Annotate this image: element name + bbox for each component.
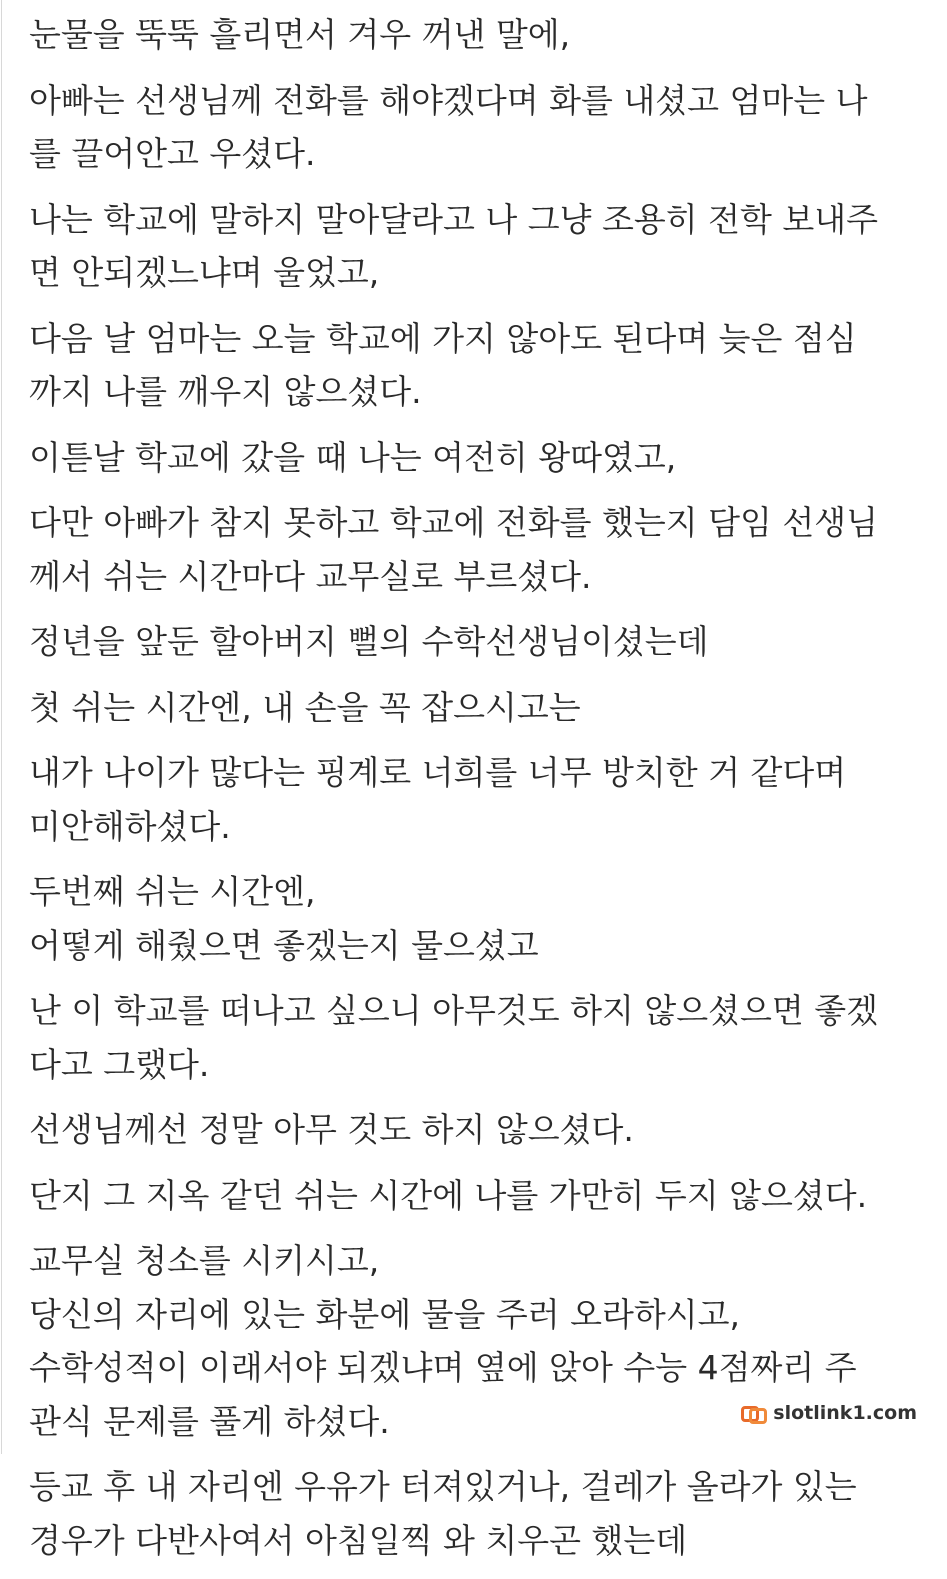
text-line: 교무실 청소를 시키시고, [29, 1241, 380, 1280]
paragraph [29, 1460, 929, 1567]
text-line: 선생님께선 정말 아무 것도 하지 않으셨다. [29, 1110, 634, 1149]
paragraph [29, 865, 929, 972]
paragraph [29, 1169, 929, 1223]
text-line: 이튿날 학교에 갔을 때 나는 여전히 왕따였고, [29, 437, 677, 477]
text-line: 정년을 앞둔 할아버지 뻘의 수학선생님이셨는데 [29, 622, 709, 661]
text-line: 다만 아빠가 참지 못하고 학교에 전화를 했는지 담임 선생님 [29, 503, 878, 542]
text-line: 다고 그랬다. [29, 1044, 210, 1084]
watermark [735, 1400, 923, 1426]
paragraph [29, 1103, 929, 1157]
paragraph [29, 984, 929, 1091]
text-line: 어떻게 해줬으면 좋겠는지 물으셨고 [29, 925, 539, 965]
text-line: 면 안되겠느냐며 울었고, [29, 253, 380, 292]
paragraph [29, 746, 929, 853]
text-line: 내가 나이가 많다는 핑계로 너희를 너무 방치한 거 같다며 [29, 753, 847, 792]
text-line: 두번째 쉬는 시간엔, [29, 872, 316, 911]
text-line: 아빠는 선생님께 전화를 해야겠다며 화를 내셨고 엄마는 나 [29, 80, 868, 120]
text-line: 나는 학교에 말하지 말아달라고 나 그냥 조용히 전학 보내주 [29, 199, 878, 239]
text-line: 미안해하셨다. [29, 806, 231, 846]
paragraph [29, 615, 929, 669]
text-line: 관식 문제를 풀게 하셨다. [29, 1401, 390, 1441]
text-line: 당신의 자리에 있는 화분에 물을 주러 오라하시고, [29, 1294, 740, 1334]
paragraph [29, 681, 929, 735]
left-edge-divider [1, 0, 2, 1454]
paragraph [29, 496, 929, 603]
text-line: 께서 쉬는 시간마다 교무실로 부르셨다. [29, 556, 592, 596]
slotlink-logo-icon [741, 1404, 765, 1422]
text-line: 수학성적이 이래서야 되겠냐며 옆에 앉아 수능 4점짜리 주 [29, 1348, 857, 1387]
text-line: 까지 나를 깨우지 않으셨다. [29, 372, 422, 411]
paragraph [29, 8, 929, 62]
text-line: 경우가 다반사여서 아침일찍 와 치우곤 했는데 [29, 1520, 688, 1560]
text-line: 다음 날 엄마는 오늘 학교에 가지 않아도 된다며 늦은 점심 [29, 318, 857, 358]
text-line: 난 이 학교를 떠나고 싶으니 아무것도 하지 않으셨으면 좋겠 [29, 991, 878, 1030]
paragraph [29, 193, 929, 300]
text-line: 를 끌어안고 우셨다. [29, 134, 316, 173]
text-line: 첫 쉬는 시간엔, 내 손을 꼭 잡으시고는 [29, 687, 581, 727]
text-line: 단지 그 지옥 같던 쉬는 시간에 나를 가만히 두지 않으셨다. [29, 1175, 868, 1215]
text-line: 눈물을 뚝뚝 흘리면서 겨우 꺼낸 말에, [29, 15, 571, 54]
text-line: 등교 후 내 자리엔 우유가 터져있거나, 걸레가 올라가 있는 [29, 1467, 857, 1506]
paragraph [29, 312, 929, 419]
story-text-body [29, 8, 929, 1579]
paragraph [29, 74, 929, 181]
watermark-text: slotlink1.com [773, 1402, 917, 1424]
paragraph [29, 431, 929, 485]
